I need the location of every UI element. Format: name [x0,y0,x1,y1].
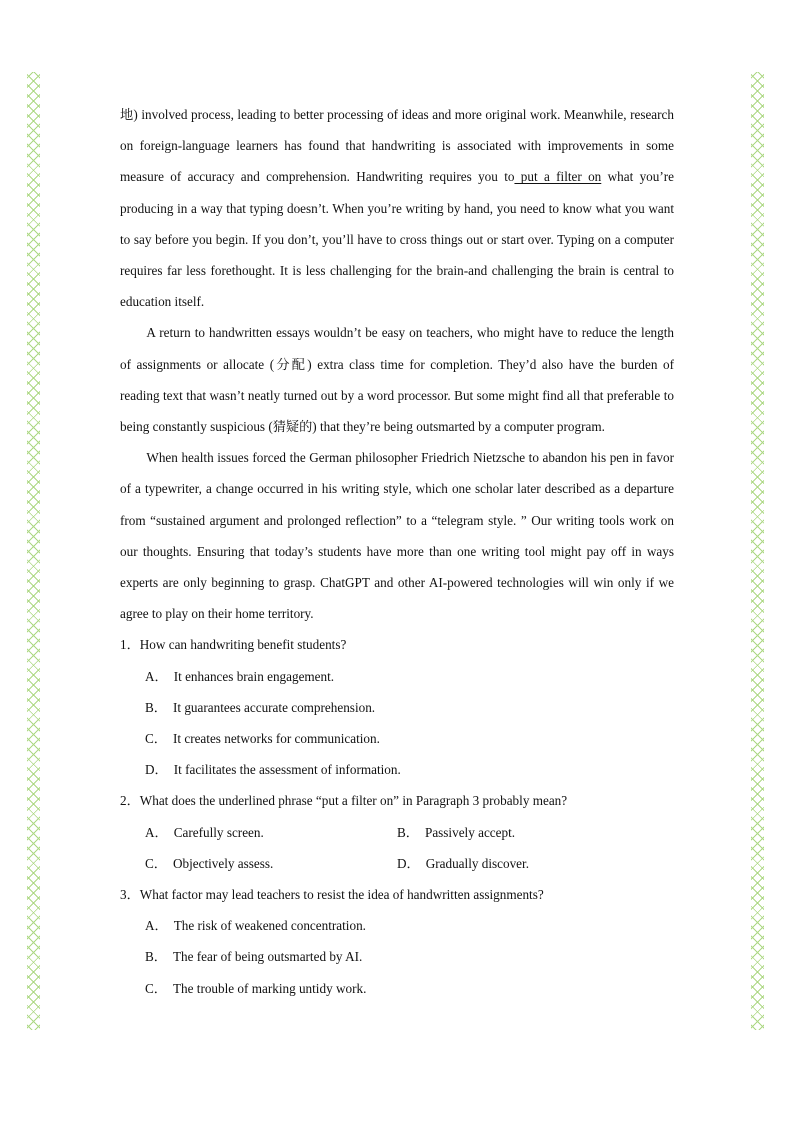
question-number: 1． [120,637,140,653]
option-label: A． [145,824,168,840]
question-2-options-row-2 [120,848,674,879]
option-text: Carefully screen. [173,824,264,840]
question-3-option-b[interactable] [120,941,674,972]
question-text: What factor may lead teachers to resist the idea of handwritten assignments? [139,887,544,903]
option-text: The risk of weakened concentration. [173,918,366,934]
option-label: D． [397,855,420,871]
question-3-option-a[interactable] [120,910,674,941]
option-label: B． [145,699,167,715]
option-text: It creates networks for communication. [172,731,380,747]
question-2-option-b[interactable] [397,817,649,848]
option-text: It enhances brain engagement. [173,668,335,684]
right-decorative-border [751,72,764,1030]
option-text: It facilitates the assessment of information. [173,762,401,778]
question-2-option-a[interactable] [145,817,397,848]
option-label: D． [145,762,168,778]
question-3-option-c[interactable] [120,973,674,1004]
option-label: C． [145,855,167,871]
question-number: 3． [120,887,140,903]
option-text: Gradually discover. [425,855,529,871]
option-text: The fear of being outsmarted by AI. [172,949,363,965]
paragraph-1-text-before: 地) involved process, leading to better processing of ideas and more original work. Meanwhile, research on foreign-language learners has found that handwriting is associated with improvements in some measure of accuracy and comprehension. Handwriting requires you to [120,107,674,185]
option-text: It guarantees accurate comprehension. [172,699,376,715]
question-1-option-b[interactable] [120,692,674,723]
question-2-option-d[interactable] [397,848,649,879]
question-text: What does the underlined phrase “put a filter on” in Paragraph 3 probably mean? [139,793,568,809]
question-3 [120,879,674,910]
option-label: C． [145,731,167,747]
option-label: B． [397,824,419,840]
underlined-phrase: put a filter on [514,169,602,185]
option-text: Passively accept. [424,824,516,840]
question-1-option-a[interactable] [120,661,674,692]
option-label: C． [145,980,167,996]
paragraph-2: A return to handwritten essays wouldn’t be easy on teachers, who might have to reduce the length of assignments or allocate (分配) extra class time for completion. They’d also have the burden of reading text that wasn’t neatly turned out by a word processor. But some might find all that preferable to being constantly suspicious (猜疑的) that they’re being outsmarted by a computer program. [120,325,674,435]
question-2 [120,785,674,816]
paragraph-1-text-after: what you’re producing in a way that typing doesn’t. When you’re writing by hand, you need to know what you want to say before you begin. If you don’t, you’ll have to cross things out or start over. Typing on a computer requires far less forethought. It is less challenging for the brain-and challenging the brain is central to education itself. [120,169,674,310]
question-1-option-c[interactable] [120,723,674,754]
question-1 [120,629,674,660]
option-label: B． [145,949,167,965]
option-label: A． [145,918,168,934]
left-decorative-border [27,72,40,1030]
question-1-option-d[interactable] [120,754,674,785]
option-text: Objectively assess. [172,855,274,871]
question-2-options-row-1 [120,817,674,848]
option-label: A． [145,668,168,684]
question-text: How can handwriting benefit students? [139,637,347,653]
page-content [120,99,674,1004]
paragraph-1 [120,99,674,317]
option-text: The trouble of marking untidy work. [172,980,367,996]
question-2-option-c[interactable] [145,848,397,879]
paragraph-3: When health issues forced the German philosopher Friedrich Nietzsche to abandon his pen in favor of a typewriter, a change occurred in his writing style, which one scholar later described as a departure from “sustained argument and prolonged reflection” to a “telegram style. ” Our writing tools work on our thoughts. Ensuring that today’s students have more than one writing tool might pay off in ways experts are only beginning to grasp. ChatGPT and other AI-powered technologies will win only if we agree to play on their home territory. [120,450,674,622]
question-number: 2． [120,793,140,809]
